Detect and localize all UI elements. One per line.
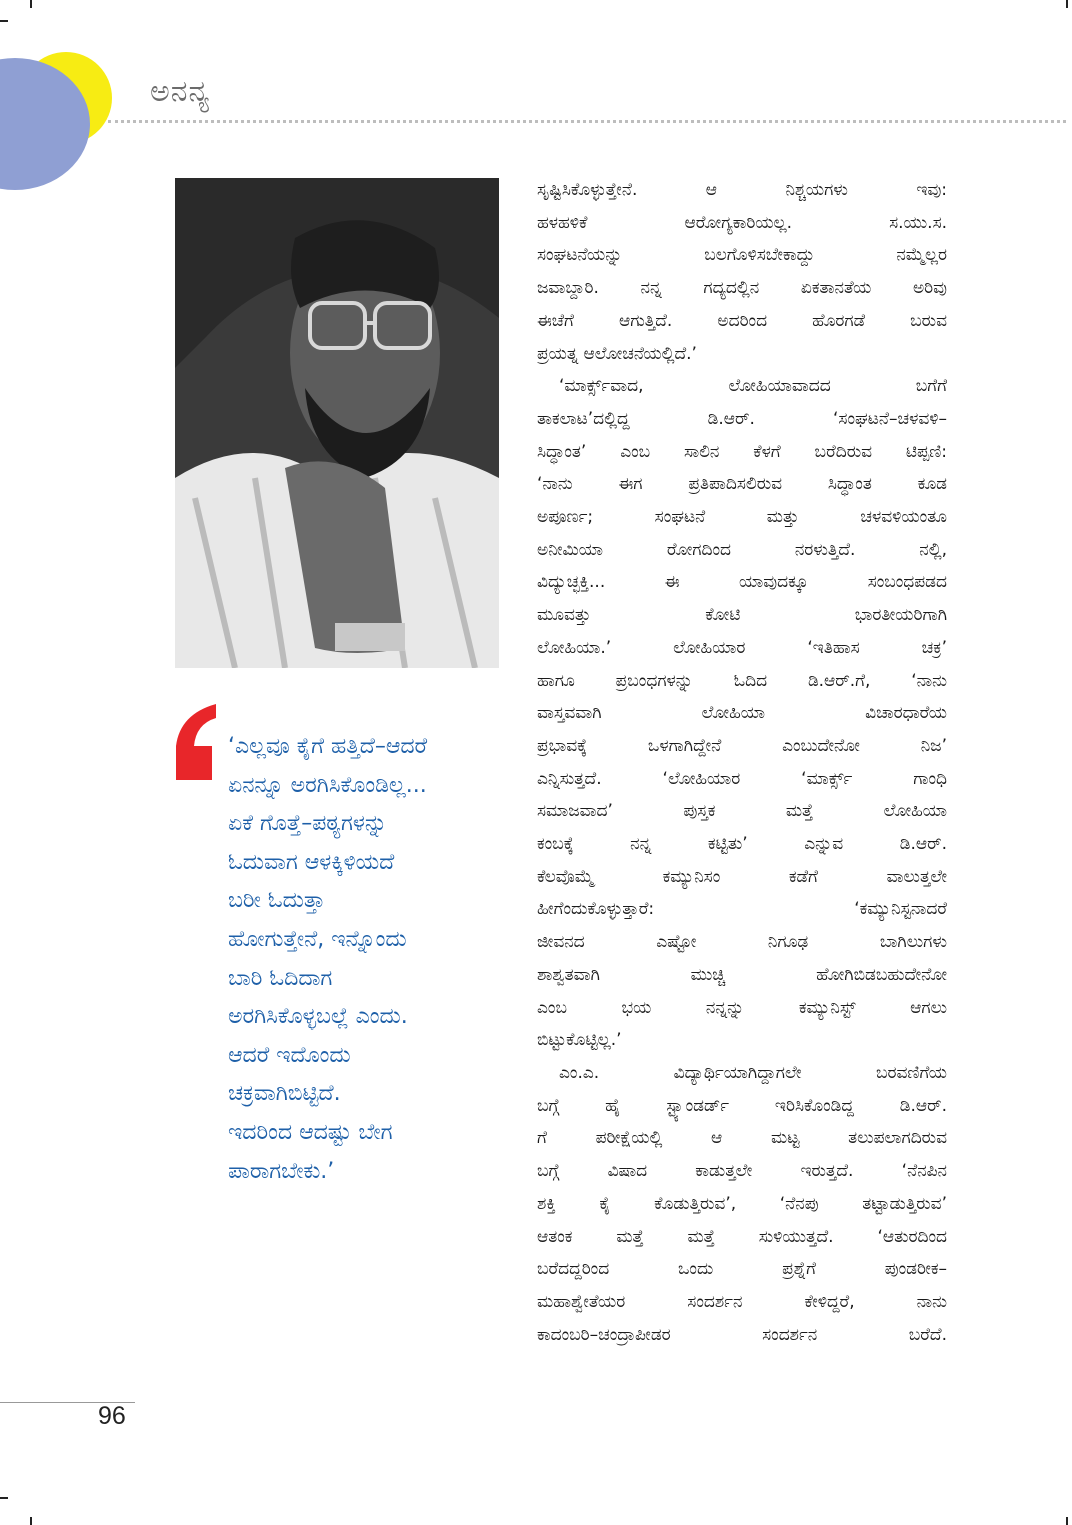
body-text-line: ಜವಾಬ್ದಾರಿ. ನನ್ನ ಗದ್ಯದಲ್ಲಿನ ಏಕತಾನತೆಯ ಅರಿವು [537, 278, 947, 299]
pull-quote-line: ಬಾರಿ ಓದಿದಾಗ [228, 965, 333, 991]
pull-quote-line: ಏನನ್ನೂ ಅರಗಿಸಿಕೊಂಡಿಲ್ಲ... [228, 772, 427, 798]
pull-quote-line: ಬರೀ ಓದುತ್ತಾ [228, 888, 326, 914]
body-text-line: ಬಿಟ್ಟುಕೊಟ್ಟಿಲ್ಲ.’ [537, 1030, 622, 1051]
pull-quote-line: ಓದುವಾಗ ಆಳಕ್ಕಿಳಿಯದೆ [228, 849, 395, 875]
body-text-line: ಗೆ ಪರೀಕ್ಷೆಯಲ್ಲಿ ಆ ಮಟ್ಟ ತಲುಪಲಾಗದಿರುವ [537, 1128, 947, 1149]
body-text-line: ಹಾಗೂ ಪ್ರಬಂಧಗಳನ್ನು ಓದಿದ ಡಿ.ಆರ್.ಗೆ, ‘ನಾನು [537, 670, 947, 691]
body-text-line: ವಾಸ್ತವವಾಗಿ ಲೋಹಿಯಾ ವಿಚಾರಧಾರೆಯ [537, 703, 947, 724]
body-text-line: ಪ್ರಭಾವಕ್ಕೆ ಒಳಗಾಗಿದ್ದೇನೆ ಎಂಬುದೇನೋ ನಿಜ’ [537, 735, 947, 756]
header-dotted-rule [108, 120, 1066, 123]
body-text-line: ಆತಂಕ ಮತ್ತೆ ಮತ್ತೆ ಸುಳಿಯುತ್ತದೆ. ‘ಆತುರದಿಂದ [537, 1226, 947, 1247]
body-text-line: ಬಗ್ಗೆ ಹೈ ಸ್ಟ್ಯಾಂಡರ್ಡ್ ಇರಿಸಿಕೊಂಡಿದ್ದ ಡಿ.ಆರ್. [537, 1095, 947, 1116]
body-text-line: ಸಂಘಟನೆಯನ್ನು ಬಲಗೊಳಿಸಬೇಕಾದ್ದು ನಮ್ಮೆಲ್ಲರ [537, 245, 947, 266]
body-text-line: ಸಿದ್ಧಾಂತ’ ಎಂಬ ಸಾಲಿನ ಕೆಳಗೆ ಬರೆದಿರುವ ಟಿಪ್ಪಣಿ: [537, 441, 947, 462]
pull-quote-line: ಹೋಗುತ್ತೇನೆ, ಇನ್ನೊಂದು [228, 926, 407, 952]
body-text-line: ಲೋಹಿಯಾ.’ ಲೋಹಿಯಾರ ‘ಇತಿಹಾಸ ಚಕ್ರ’ [537, 637, 947, 658]
pull-quote-line: ಪಾರಾಗಬೇಕು.’ [228, 1158, 335, 1184]
body-text-line: ಶಕ್ತಿ ಕೈ ಕೊಡುತ್ತಿರುವ’, ‘ನೆನಪು ತಟ್ಟಾಡುತ್ತಿರುವ’ [537, 1193, 947, 1214]
body-text-line: ಹಳಹಳಿಕೆ ಆರೋಗ್ಯಕಾರಿಯಲ್ಲ. ಸ.ಯು.ಸ. [537, 212, 947, 233]
body-text-line: ಸಮಾಜವಾದ’ ಪುಸ್ತಕ ಮತ್ತೆ ಲೋಹಿಯಾ [537, 801, 947, 822]
body-text-line: ಅನೀಮಿಯಾ ರೋಗದಿಂದ ನರಳುತ್ತಿದೆ. ನಲ್ಲಿ, [537, 539, 947, 560]
body-text-line: ‘ನಾನು ಈಗ ಪ್ರತಿಪಾದಿಸಲಿರುವ ಸಿದ್ಧಾಂತ ಕೂಡ [537, 474, 947, 495]
pull-quote-line: ಏಕೆ ಗೊತ್ತೆ–ಪಠ್ಯಗಳನ್ನು [228, 811, 388, 837]
body-text-line: ಸೃಷ್ಟಿಸಿಕೊಳ್ಳುತ್ತೇನೆ. ಆ ನಿಶ್ಚಯಗಳು ಇವು: [537, 180, 947, 200]
body-text-line: ಜೀವನದ ಎಷ್ಟೋ ನಿಗೂಢ ಬಾಗಿಲುಗಳು [537, 932, 947, 953]
body-text-line: ಮೂವತ್ತು ಕೋಟಿ ಭಾರತೀಯರಿಗಾಗಿ [537, 605, 947, 626]
author-portrait-photo [175, 178, 499, 668]
body-text-line: ಈಚೆಗೆ ಆಗುತ್ತಿದೆ. ಅದರಿಂದ ಹೊರಗಡೆ ಬರುವ [537, 310, 947, 331]
pull-quote-line: ಆದರೆ ಇದೊಂದು [228, 1042, 351, 1068]
pull-quote [228, 728, 518, 1191]
pull-quote-line: ಅರಗಿಸಿಕೊಳ್ಳಬಲ್ಲೆ ಎಂದು. [228, 1004, 408, 1030]
body-text-line: ಕೆಲವೊಮ್ಮೆ ಕಮ್ಯುನಿಸಂ ಕಡೆಗೆ ವಾಲುತ್ತಲೇ [537, 866, 947, 887]
quote-mark-icon [172, 700, 218, 782]
body-text-line: ಕಾದಂಬರಿ–ಚಂದ್ರಾಪೀಡರ ಸಂದರ್ಶನ ಬರೆದೆ. [537, 1324, 947, 1345]
page-number: 96 [98, 1402, 126, 1430]
body-text-line: ತಾಕಲಾಟ’ದಲ್ಲಿದ್ದ ಡಿ.ಆರ್. ‘ಸಂಘಟನೆ–ಚಳವಳಿ– [537, 408, 947, 429]
body-text-line: ಶಾಶ್ವತವಾಗಿ ಮುಚ್ಚಿ ಹೋಗಿಬಿಡಬಹುದೇನೋ [537, 964, 947, 985]
pull-quote-line: ಚಕ್ರವಾಗಿಬಿಟ್ಟಿದೆ. [228, 1081, 341, 1107]
body-text-line: ವಿದ್ಯುಚ್ಛಕ್ತಿ... ಈ ಯಾವುದಕ್ಕೂ ಸಂಬಂಧಪಡದ [537, 572, 947, 593]
body-text-line: ಬಗ್ಗೆ ವಿಷಾದ ಕಾಡುತ್ತಲೇ ಇರುತ್ತದೆ. ‘ನೆನಪಿನ [537, 1161, 947, 1182]
body-text-line: ಅಪೂರ್ಣ; ಸಂಘಟನೆ ಮತ್ತು ಚಳವಳಿಯಂತೂ [537, 507, 947, 528]
article-body-column [537, 174, 947, 1351]
pull-quote-line: ‘ಎಲ್ಲವೂ ಕೈಗೆ ಹತ್ತಿದೆ–ಆದರೆ [228, 734, 428, 759]
body-text-line: ಎಂಬ ಭಯ ನನ್ನನ್ನು ಕಮ್ಯುನಿಸ್ಟ್ ಆಗಲು [537, 997, 947, 1018]
body-text-line: ಪ್ರಯತ್ನ ಆಲೋಚನೆಯಲ್ಲಿದೆ.’ [537, 343, 697, 364]
pull-quote-line: ಇದರಿಂದ ಆದಷ್ಟು ಬೇಗ [228, 1119, 393, 1145]
body-text-line: ಎನ್ನಿಸುತ್ತದೆ. ‘ಲೋಹಿಯಾರ ‘ಮಾರ್ಕ್ಸ್ ಗಾಂಧಿ [537, 768, 947, 789]
body-text-line: ಮಹಾಶ್ವೇತೆಯರ ಸಂದರ್ಶನ ಕೇಳಿದ್ದರೆ, ನಾನು [537, 1291, 947, 1312]
running-header-title: ಅನನ್ಯ [150, 74, 211, 109]
body-text-line: ಹೀಗೆಂದುಕೊಳ್ಳುತ್ತಾರೆ: ‘ಕಮ್ಯುನಿಸ್ಟನಾದರೆ [537, 899, 947, 920]
body-text-line: ‘ಮಾರ್ಕ್ಸ್‌ವಾದ, ಲೋಹಿಯಾವಾದದ ಬಗೆಗೆ [559, 376, 947, 397]
body-text-line: ಎಂ.ಎ. ವಿದ್ಯಾರ್ಥಿಯಾಗಿದ್ದಾಗಲೇ ಬರವಣಿಗೆಯ [559, 1062, 947, 1083]
body-text-line: ಬರೆದದ್ದರಿಂದ ಒಂದು ಪ್ರಶ್ನೆಗೆ ಪುಂಡರೀಕ– [537, 1259, 947, 1280]
body-text-line: ಕಂಬಕ್ಕೆ ನನ್ನ ಕಟ್ಟಿತು’ ಎನ್ನುವ ಡಿ.ಆರ್. [537, 834, 947, 855]
